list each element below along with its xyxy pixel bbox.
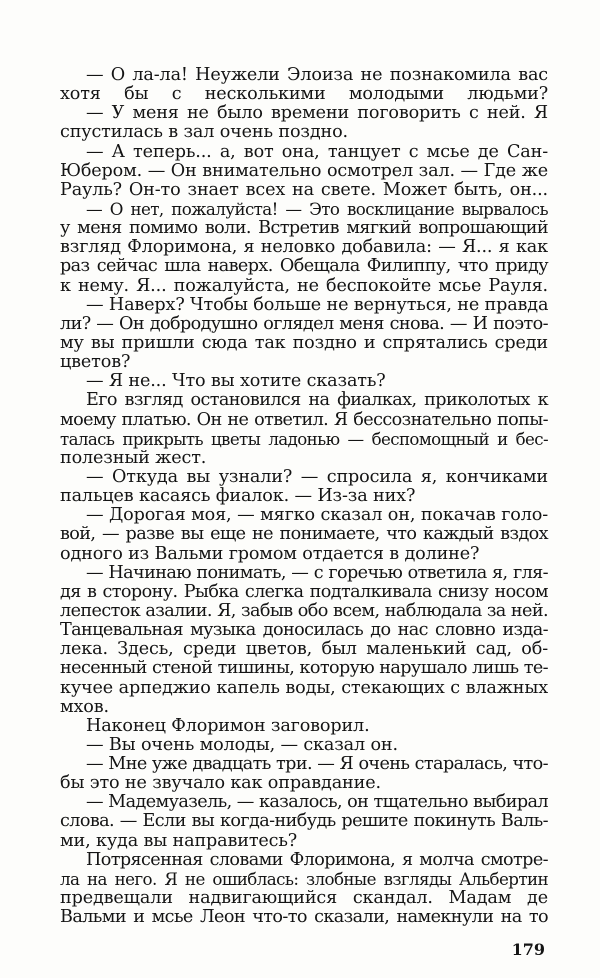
text-line: ла на него. Я не ошиблась: злобные взгляды Альбертин [60,868,548,889]
text-line: Вальми и мсье Леон что-то сказали, намекнули на то [60,907,548,928]
text-line: — Я не... Что вы хотите сказать? [86,371,386,392]
text-line: Наконец Флоримон заговорил. [86,715,370,736]
text-line: к нему. Я... пожалуйста, не беспокойте мсье Рауля. [60,275,548,296]
text-line: — О ла-ла! Неужели Элоиза не познакомила вас [86,65,548,85]
text-line: — У меня не было времени поговорить с ней. Я [86,103,548,124]
text-line: му вы пришли сюда так поздно и спрятались среди [60,332,548,353]
text-line: моему платью. Он не ответил. Я бессознательно попы- [60,409,548,430]
text-line: Его взгляд остановился на фиалках, приколотых к [86,390,548,411]
text-line: ли? — Он добродушно оглядел меня снова. — И поэто- [60,313,548,334]
text-line: раз сейчас шла наверх. Обещала Филиппу, что приду [60,256,548,277]
text-line: Танцевальная музыка доносилась до нас словно изда- [60,620,548,641]
text-line: — О нет, пожалуйста! — Это восклицание вырвалось [86,199,548,219]
text-line: хотя бы с несколькими молодыми людьми? [60,84,548,105]
text-line: спустилась в зал очень поздно. [60,122,348,143]
text-line: ми, куда вы направитесь? [60,830,298,851]
text-line: Юбером. — Он внимательно осмотрел зал. — Где же [60,160,548,181]
text-line: — Мне уже двадцать три. — Я очень старалась, что- [86,754,548,775]
text-line: кучее арпеджио капель воды, стекающих с влажных [60,677,548,698]
text-line: лепесток азалии. Я, забыв обо всем, наблюдала за ней. [60,600,548,621]
text-line: лека. Здесь, среди цветов, был маленький сад, об- [60,639,548,660]
text-line: одного из Вальми громом отдается в долине? [60,543,480,564]
text-line: — Вы очень молоды, — сказал он. [86,734,398,755]
text-line: мхов. [60,696,109,717]
text-line: Потрясенная словами Флоримона, я молча смотре- [86,849,548,870]
text-line: — Откуда вы узнали? — спросила я, кончиками [86,466,548,487]
text-line: Рауль? Он-то знает всех на свете. Может быть, он... [60,179,548,200]
text-line: — Начинаю понимать, — с горечью ответила я, гля- [86,562,548,583]
text-line: слова. — Если вы когда-нибудь решите покинуть Валь- [60,811,548,832]
text-line: бы это не звучало как оправдание. [60,773,381,794]
text-line: несенный стеной тишины, которую нарушало лишь те- [60,658,548,679]
text-line: предвещали надвигающийся скандал. Мадам де [60,888,548,909]
text-line: взгляд Флоримона, я неловко добавила: — Я... я как [60,237,548,258]
text-line: пальцев касаясь фиалок. — Из-за них? [60,486,416,507]
page-text [60,66,548,927]
text-line: — Мадемуазель, — казалось, он тщательно выбирал [86,792,548,813]
text-line: цветов? [60,352,131,373]
text-line: — Наверх? Чтобы больше не вернуться, не правда [86,294,549,315]
text-line: у меня помимо воли. Встретив мягкий вопрошающий [60,218,548,239]
text-line: дя в сторону. Рыбка слегка подталкивала снизу носом [60,581,548,602]
text-line: — А теперь... а, вот она, танцует с мсье де Сан- [86,141,548,162]
text-line: полезный жест. [60,447,207,468]
page-number: 179 [511,940,545,959]
text-line: — Дорогая моя, — мягко сказал он, покачав голо- [86,505,548,526]
text-line: вой, — разве вы еще не понимаете, что каждый вздох [60,524,548,545]
text-line: талась прикрыть цветы ладонью — беспомощный и бес- [60,429,548,449]
